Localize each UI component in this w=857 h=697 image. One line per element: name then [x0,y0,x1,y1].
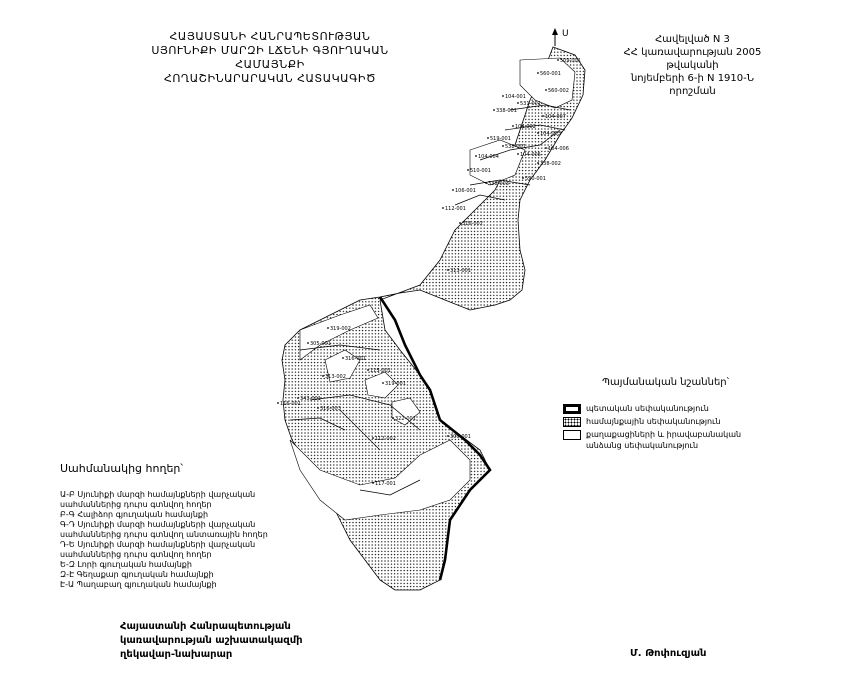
map-point-marker [447,435,449,437]
map-point-label: 115-001 [370,368,391,374]
map-point-marker [517,153,519,155]
map-point-marker [277,402,279,404]
community-land-area [282,47,585,590]
map-point-marker [452,189,454,191]
map-point-marker [545,89,547,91]
adjacent-lands-title: Սահմանակից հողեր՝ [60,462,183,475]
map-point-label: 305-001 [310,341,331,347]
map-point-marker [537,162,539,164]
map-point-marker [517,102,519,104]
map-point-marker [327,327,329,329]
map-point-marker [545,147,547,149]
map-point-label: 104-004 [478,154,499,160]
adjacent-land-item: Գ-Դ Սյունիքի մարզի համայնքների վարչական սահմաններից դուրս գտնվող անտառային հողեր [60,520,268,539]
legend [563,403,741,453]
adjacent-lands-list [60,490,310,590]
map-point-marker [459,222,461,224]
map-point-marker [367,369,369,371]
appendix-line-2: ՀՀ կառավարության 2005 թվականի [623,47,762,71]
map-point-label: 509-001 [560,58,581,64]
map-point-marker [342,357,344,359]
map-point-label: 316-002 [462,221,483,227]
map-point-label: 316-003 [320,406,341,412]
map-point-label: 106-001 [455,188,476,194]
adjacent-land-item: Զ-Է Գեղաքար գյուղական համայնքի [60,570,214,579]
north-arrow-icon [552,28,558,46]
legend-title: Պայմանական նշաններ՝ [602,377,730,388]
map-point-label: 112-001 [445,206,466,212]
map-point-marker [317,407,319,409]
adjacent-land-item: Բ-Գ Հալիձոր գյուղական համայնքի [60,510,209,519]
map-title-line-2: ՍՅՈՒՆԻՔԻ ՄԱՐԶԻ ԼՃԵՆԻ ԳՅՈՒՂԱԿԱՆ ՀԱՄԱՅՆՔԻ [151,44,389,71]
map-point-marker [372,482,374,484]
map-title-line-3: ՀՈՂԱՇԻՆԱՐԱՐԱԿԱՆ ՀԱՏԱԿԱԳԻԾ [164,72,376,85]
map-point-marker [493,109,495,111]
map-point-label: 538-001 [505,144,526,150]
map-point-marker [307,342,309,344]
map-point-marker [467,169,469,171]
map-point-label: 338-003 [488,181,509,187]
map-title-line-1: ՀԱՅԱՍՏԱՆԻ ՀԱՆՐԱՊԵՏՈՒԹՅԱՆ [169,30,371,43]
map-point-marker [537,72,539,74]
map-point-marker [382,382,384,384]
map-point-marker [487,137,489,139]
map-point-label: 343-001 [300,396,321,402]
legend-swatch-state [563,404,581,414]
legend-swatch-community [563,417,581,427]
map-point-label: 519-001 [490,136,511,142]
adjacent-land-item: Ե-Զ Լորի գյուղական համայնքի [60,560,192,569]
map-point-label: 322-001 [395,416,416,422]
north-label: Ս [562,29,569,39]
legend-label-private: քաղաքացիների և իրավաբանական անձանց սեփականություն [586,430,742,450]
map-point-label: 531-001 [520,101,541,107]
adjacent-land-item: Դ-Ե Սյունիքի մարզի համայնքների վարչական սահմաններից դուրս գտնվող հողեր [60,540,256,559]
map-point-marker [542,115,544,117]
map-point-marker [502,145,504,147]
legend-item-state [563,403,741,414]
map-point-marker [392,417,394,419]
map-point-marker [475,155,477,157]
map-point-label: 338-002 [540,161,561,167]
map-point-label: 316-001 [345,356,366,362]
map-point-label: 104-001 [505,94,526,100]
map-point-marker [512,125,514,127]
map-point-label: 300-001 [450,434,471,440]
map-point-marker [502,95,504,97]
map-point-label: 117-001 [375,481,396,487]
map-point-marker [322,375,324,377]
signatory-position [120,620,303,662]
map-point-marker [537,132,539,134]
legend-swatch-private [563,430,581,440]
appendix-line-1: Հավելված N 3 [655,34,730,45]
map-point-marker [447,269,449,271]
map-point-label: 116-001 [280,401,301,407]
map-point-marker [372,437,374,439]
map-point-marker [557,59,559,61]
map-point-label: 104-006 [548,146,569,152]
appendix-line-3: նոյեմբերի 6-ի N 1910-Ն որոշման [630,73,755,97]
signatory-position-line-1: Հայաստանի Հանրապետության [120,621,291,632]
map-point-label: 590-001 [525,176,546,182]
map-point-marker [522,177,524,179]
map-point-label: 338-001 [496,108,517,114]
map-point-label: 319-002 [330,326,351,332]
map-point-label: 560-002 [548,88,569,94]
map-point-label: 104-007 [545,114,566,120]
map-point-marker [485,182,487,184]
adjacent-land-item: Է-Ա Պաղաբաղ գյուղական համայնքի [60,580,217,589]
map-point-label: 313-001 [450,268,471,274]
map-point-label: 313-002 [325,374,346,380]
map-point-label: 104-005 [520,152,541,158]
map-point-label: 560-001 [540,71,561,77]
map-point-label: 104-002 [515,124,536,130]
map-point-marker [442,207,444,209]
signatory-name: Մ. Թոփուզյան [630,648,707,659]
legend-item-private [563,429,741,451]
map-point-label: 510-001 [470,168,491,174]
signatory-position-line-2: կառավարության աշխատակազմի [120,635,303,646]
map-point-label: 104-003 [540,131,561,137]
signatory-position-line-3: ղեկավար-նախարար [120,649,233,660]
map-point-marker [297,397,299,399]
adjacent-land-item: Ա-Բ Սյունիքի մարզի համայնքների վարչական սահմաններից դուրս գտնվող հողեր [60,490,256,509]
legend-label-state: պետական սեփականություն [586,404,709,413]
legend-item-community [563,416,741,427]
map-point-label: 112-002 [375,436,396,442]
map-point-label: 319-001 [385,381,406,387]
legend-label-community: համայնքային սեփականություն [586,417,721,426]
